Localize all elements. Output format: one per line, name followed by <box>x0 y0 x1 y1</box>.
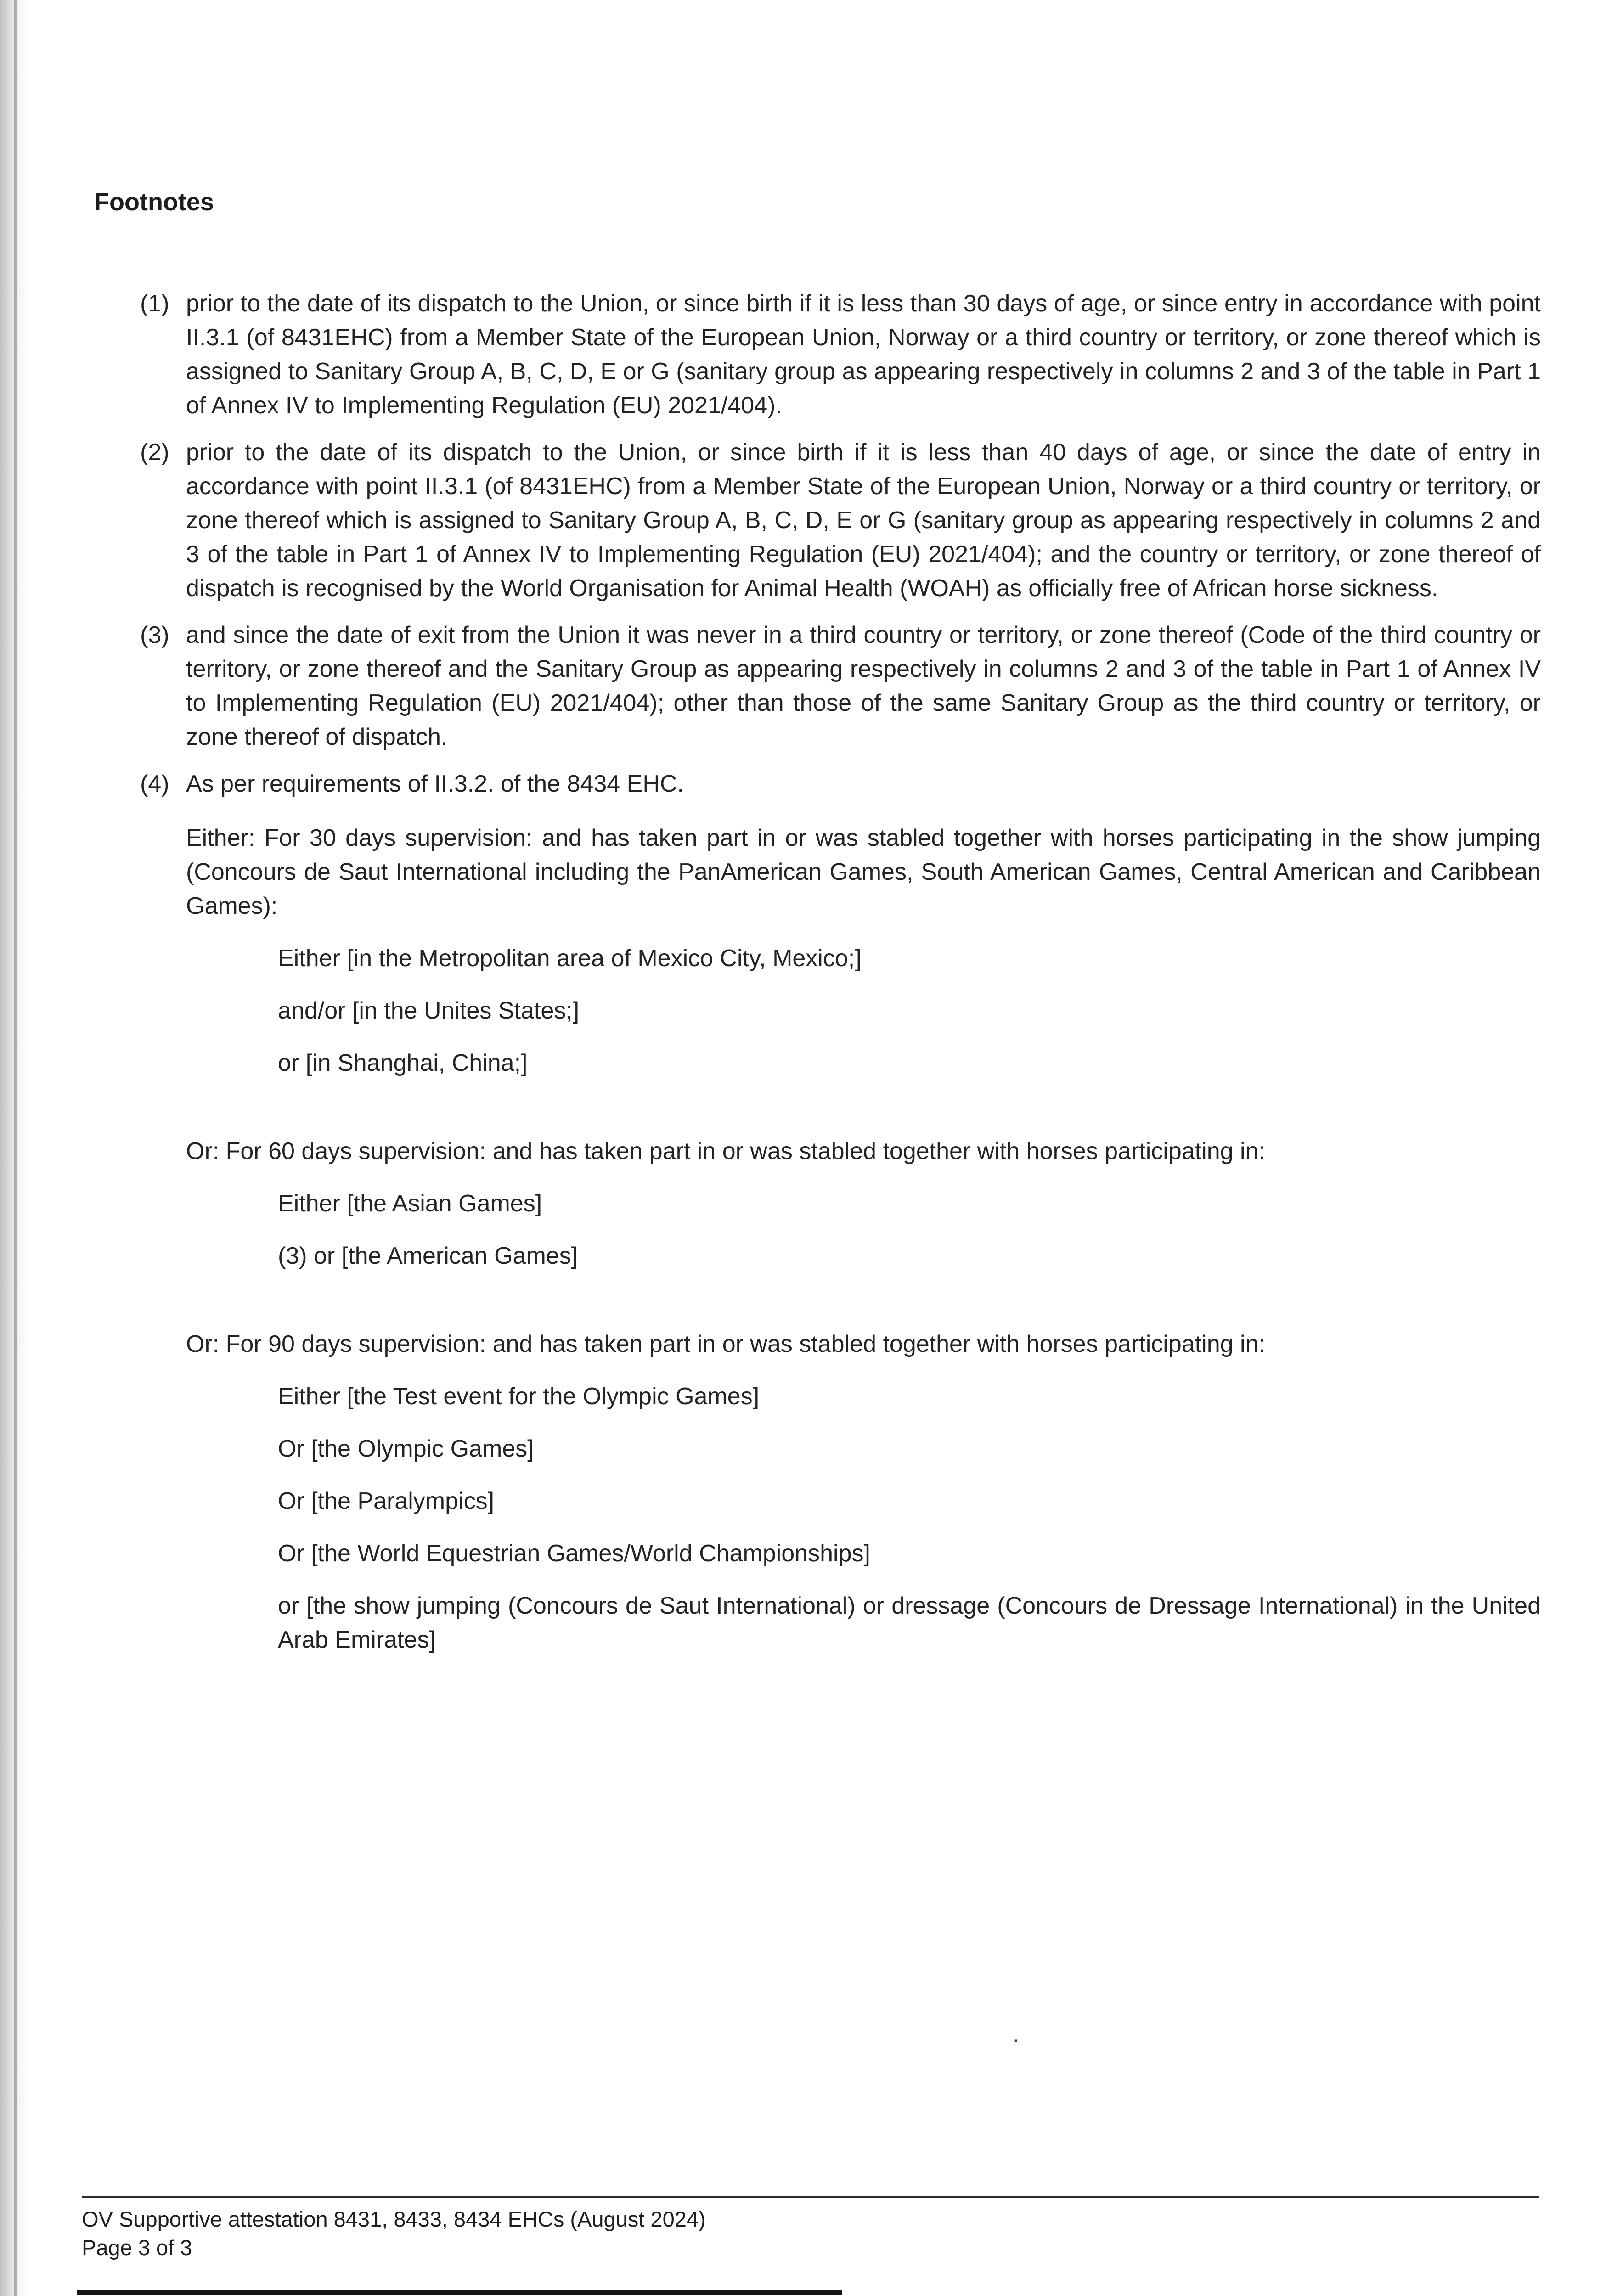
footnotes-heading: Footnotes <box>94 188 214 216</box>
page-footer <box>82 2196 1539 2262</box>
scan-bottom-line-artifact <box>77 2290 842 2295</box>
option-line: and/or [in the Unites States;] <box>278 997 580 1024</box>
supervision-60-section <box>186 1134 1541 1273</box>
option-line: Either [the Test event for the Olympic Games] <box>278 1383 760 1410</box>
option-line: or [the show jumping (Concours de Saut International) or dressage (Concours de Dressage International) in the United Arab Emirates] <box>278 1593 1541 1653</box>
scan-edge-line-artifact <box>14 0 17 2296</box>
footer-page-number: Page 3 of 3 <box>82 2235 192 2260</box>
supervision-30-lead: Either: For 30 days supervision: and has taken part in or was stabled together with horses participating in the show jumping (Concours de Saut International including the PanAmerican Games, South American Games, Central American and Caribbean Games): <box>186 825 1541 919</box>
footnote-text: As per requirements of II.3.2. of the 8434 EHC. <box>186 771 684 797</box>
footnote-text: and since the date of exit from the Union it was never in a third country or territory, or zone thereof (Code of the third country or territory, or zone thereof and the Sanitary Group as appearing respectively in columns 2 and 3 of the table in Part 1 of Annex IV to Implementing Regulation (EU) 2021/404); other than those of the same Sanitary Group as the third country or territory, or zone thereof of dispatch. <box>186 622 1541 750</box>
footnote-number: (4) <box>140 771 169 797</box>
supervision-90-section <box>186 1327 1541 1657</box>
option-line: Either [the Asian Games] <box>278 1190 542 1217</box>
scan-speck: . <box>1013 2021 1020 2048</box>
option-line: Or [the World Equestrian Games/World Championships] <box>278 1540 870 1567</box>
footnote-item-2 <box>140 435 1541 605</box>
footnote-item-4 <box>140 767 1541 801</box>
footer-doc-ref: OV Supportive attestation 8431, 8433, 8434 EHCs (August 2024) <box>82 2207 706 2231</box>
supervision-90-options <box>278 1379 1541 1657</box>
footnote-text: prior to the date of its dispatch to the Union, or since birth if it is less than 40 days of age, or since the date of entry in accordance with point II.3.1 (of 8431EHC) from a Member State of the European Union, Norway or a third country or territory, or zone thereof which is assigned to Sanitary Group A, B, C, D, E or G (sanitary group as appearing respectively in columns 2 and 3 of the table in Part 1 of Annex IV to Implementing Regulation (EU) 2021/404); and the country or territory, or zone thereof of dispatch is recognised by the World Organisation for Animal Health (WOAH) as officially free of African horse sickness. <box>186 439 1541 602</box>
footnote-item-1 <box>140 287 1541 422</box>
supervision-30-section <box>186 821 1541 1080</box>
supervision-60-lead: Or: For 60 days supervision: and has taken part in or was stabled together with horses participating in: <box>186 1138 1265 1165</box>
supervision-60-options <box>278 1187 1541 1273</box>
supervision-30-options <box>278 941 1541 1080</box>
option-line: or [in Shanghai, China;] <box>278 1050 528 1076</box>
footnote-number: (3) <box>140 622 169 648</box>
supervision-90-lead: Or: For 90 days supervision: and has taken part in or was stabled together with horses participating in: <box>186 1331 1265 1357</box>
option-line: Or [the Paralympics] <box>278 1488 495 1514</box>
footnote-item-3 <box>140 618 1541 754</box>
document-content <box>94 187 1541 1657</box>
option-line: (3) or [the American Games] <box>278 1243 578 1269</box>
footnote-number: (2) <box>140 439 169 466</box>
footnote-text: prior to the date of its dispatch to the Union, or since birth if it is less than 30 days of age, or since entry in accordance with point II.3.1 (of 8431EHC) from a Member State of the European Union, Norway or a third country or territory, or zone thereof which is assigned to Sanitary Group A, B, C, D, E or G (sanitary group as appearing respectively in columns 2 and 3 of the table in Part 1 of Annex IV to Implementing Regulation (EU) 2021/404). <box>186 290 1541 419</box>
footnote-number: (1) <box>140 290 169 317</box>
option-line: Or [the Olympic Games] <box>278 1435 534 1462</box>
option-line: Either [in the Metropolitan area of Mexico City, Mexico;] <box>278 945 862 972</box>
